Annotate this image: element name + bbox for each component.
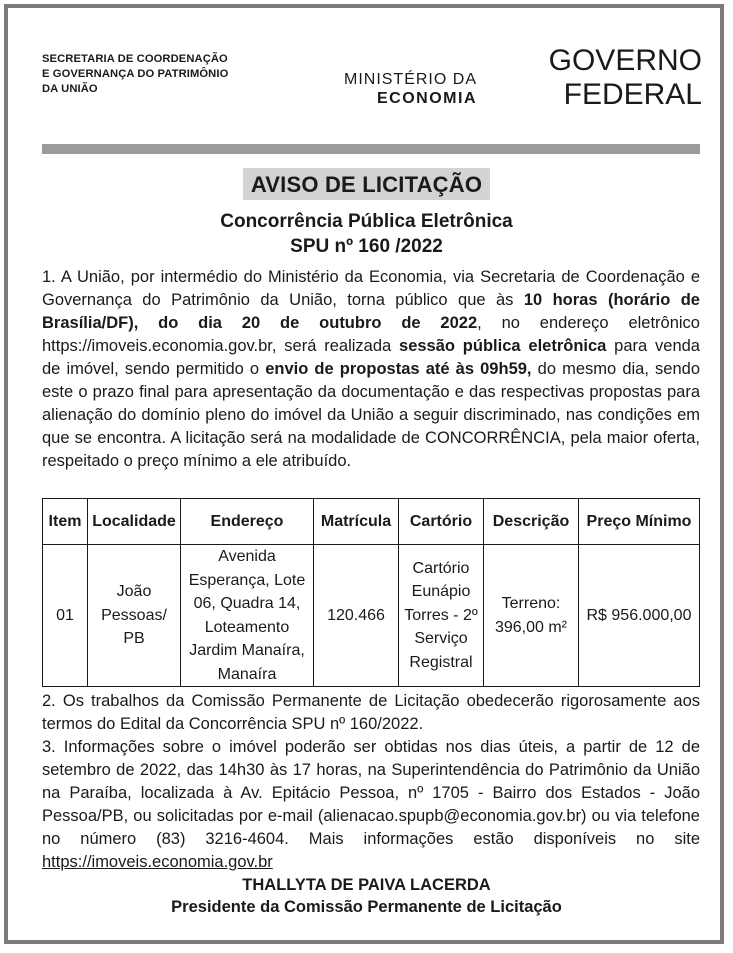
paragraph-1	[42, 266, 700, 473]
property-table	[42, 498, 700, 687]
col-header-item: Item	[43, 499, 88, 545]
table-header-row	[43, 499, 700, 545]
p1-bold-session: sessão pública eletrônica	[399, 337, 607, 355]
cell-descricao: Terreno: 396,00 m²	[484, 545, 579, 687]
paragraph-3	[42, 736, 700, 874]
col-header-matricula: Matrícula	[314, 499, 399, 545]
secretaria-line: SECRETARIA DE COORDENAÇÃO	[42, 53, 228, 65]
p1-bold-time: 10 horas (horário de Brasília/DF), do dia 20 de outubro de 2022	[42, 291, 700, 332]
col-header-cartorio: Cartório	[399, 499, 484, 545]
signature	[0, 874, 733, 918]
signature-name: THALLYTA DE PAIVA LACERDA	[242, 876, 491, 894]
ministerio-logo	[327, 70, 477, 108]
col-header-localidade: Localidade	[88, 499, 181, 545]
p1-text: para venda de imóvel, sendo permitido o	[42, 337, 700, 378]
secretaria-name	[42, 52, 292, 97]
title-wrap	[0, 168, 733, 200]
p1-text: 1. A União, por intermédio do Ministério da Economia, via Secretaria de Coordenação e Governança do Patrimônio da União, torna público que às	[42, 268, 700, 309]
paragraph-2: 2. Os trabalhos da Comissão Permanente de Licitação obedecerão rigorosamente aos termos do Edital da Concorrência SPU nº 160/2022.	[42, 692, 700, 733]
p1-text: do mesmo dia, sendo este o prazo final para apresentação da documentação e das respectivas propostas para alienação do domínio pleno do imóvel da União a seguir discriminado, nas condições em que se encontra. A licitação será na modalidade de CONCORRÊNCIA, pela maior oferta, respeitado o preço mínimo a ele atribuído.	[42, 360, 701, 470]
page-title: AVISO DE LICITAÇÃO	[243, 168, 490, 200]
cell-localidade: João Pessoas/ PB	[88, 545, 181, 687]
governo-line1: GOVERNO	[548, 44, 702, 77]
ministerio-line1: MINISTÉRIO DA	[343, 71, 477, 88]
col-header-preco: Preço Mínimo	[579, 499, 700, 545]
subtitle	[0, 209, 733, 259]
header-divider	[42, 144, 700, 154]
cell-cartorio: Cartório Eunápio Torres - 2º Serviço Registral	[399, 545, 484, 687]
col-header-endereco: Endereço	[181, 499, 314, 545]
subtitle-line2: SPU nº 160 /2022	[290, 236, 443, 257]
cell-endereco: Avenida Esperança, Lote 06, Quadra 14, Loteamento Jardim Manaíra, Manaíra	[181, 545, 314, 687]
col-header-descricao: Descrição	[484, 499, 579, 545]
p1-bold-deadline: envio de propostas até às 09h59,	[265, 360, 532, 378]
governo-federal-logo	[549, 44, 702, 112]
cell-matricula: 120.466	[314, 545, 399, 687]
ministerio-line2: ECONOMIA	[377, 90, 477, 107]
p1-text: , no endereço eletrônico https://imoveis.economia.gov.br, será realizada	[42, 314, 700, 355]
p3-text: 3. Informações sobre o imóvel poderão ser obtidas nos dias úteis, a partir de 12 de setembro de 2022, das 14h30 às 17 horas, na Superintendência do Patrimônio da União na Paraíba, localizada à Av. Epitácio Pessoa, nº 1705 - Bairro dos Estados - João Pessoa/PB, ou solicitadas por e-mail (alienacao.spupb@economia.gov.br) ou via telefone no número (83) 3216-4604. Mais informações estão disponíveis no site	[42, 738, 700, 848]
signature-role: Presidente da Comissão Permanente de Licitação	[171, 898, 562, 916]
secretaria-line: DA UNIÃO	[42, 83, 98, 95]
governo-line2: FEDERAL	[563, 78, 702, 111]
table-row	[43, 545, 700, 687]
subtitle-line1: Concorrência Pública Eletrônica	[220, 211, 513, 232]
site-link[interactable]: https://imoveis.economia.gov.br	[42, 853, 273, 871]
cell-item: 01	[43, 545, 88, 687]
secretaria-line: E GOVERNANÇA DO PATRIMÔNIO	[42, 68, 229, 80]
header	[42, 44, 702, 120]
cell-preco: R$ 956.000,00	[579, 545, 700, 687]
